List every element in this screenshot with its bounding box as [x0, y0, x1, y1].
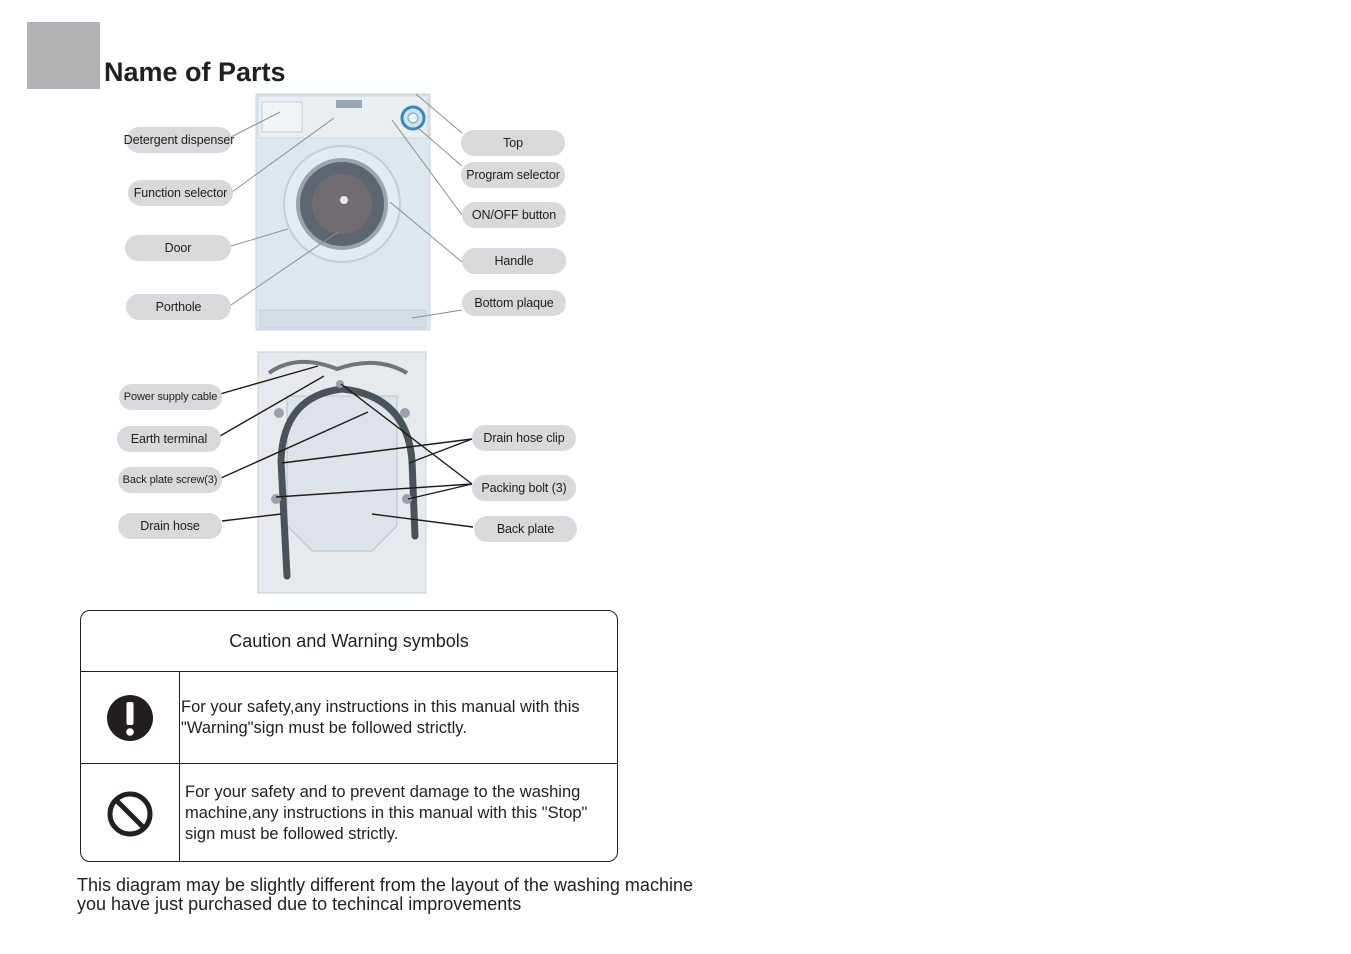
- leader-clip-1: [282, 439, 472, 463]
- label-program-selector: Program selector: [461, 162, 565, 188]
- warning-row: [81, 672, 617, 764]
- label-back-plate-screw: Back plate screw(3): [118, 467, 222, 493]
- leader-door: [231, 229, 288, 246]
- leader-bottom: [412, 310, 462, 318]
- label-packing-bolt: Packing bolt (3): [472, 475, 576, 501]
- leader-onoff: [392, 120, 462, 215]
- leader-power: [220, 366, 318, 394]
- leader-drain-hose: [222, 514, 281, 521]
- label-door: Door: [125, 235, 231, 261]
- label-drain-hose: Drain hose: [118, 513, 222, 539]
- footnote: This diagram may be slightly different from the layout of the washing machine you have just purchased due to techincal improvements: [77, 875, 693, 914]
- leader-porthole: [231, 232, 338, 305]
- leader-back-plate: [372, 514, 473, 527]
- prohibition-icon: [106, 790, 154, 838]
- leader-earth: [220, 376, 324, 436]
- label-function-selector: Function selector: [128, 180, 233, 206]
- leader-handle: [390, 202, 462, 262]
- leader-bolt-1: [341, 384, 472, 484]
- caution-heading: Caution and Warning symbols: [81, 611, 617, 672]
- label-back-plate: Back plate: [474, 516, 577, 542]
- stop-symbol-cell: [81, 764, 180, 862]
- label-earth-terminal: Earth terminal: [117, 426, 221, 452]
- label-handle: Handle: [462, 248, 566, 274]
- label-power-supply-cable: Power supply cable: [119, 384, 222, 410]
- label-on-off-button: ON/OFF button: [462, 202, 566, 228]
- leader-detergent: [229, 112, 280, 138]
- warning-text: For your safety,any instructions in this manual with this "Warning"sign must be followed strictly.: [181, 697, 580, 737]
- exclamation-icon: [106, 694, 154, 742]
- page-title: Name of Parts: [104, 57, 286, 87]
- caution-table: [80, 610, 618, 862]
- label-porthole: Porthole: [126, 294, 231, 320]
- stop-text: For your safety and to prevent damage to the washing machine,any instructions in this manual with this "Stop" sign must be followed strictly.: [185, 783, 588, 843]
- label-top: Top: [461, 130, 565, 156]
- leader-top: [416, 94, 462, 133]
- warning-symbol-cell: [81, 672, 180, 763]
- leader-program: [418, 128, 462, 166]
- label-detergent-dispenser: Detergent dispenser: [126, 127, 232, 153]
- stop-row: [81, 764, 617, 862]
- label-bottom-plaque: Bottom plaque: [462, 290, 566, 316]
- label-drain-hose-clip: Drain hose clip: [472, 425, 576, 451]
